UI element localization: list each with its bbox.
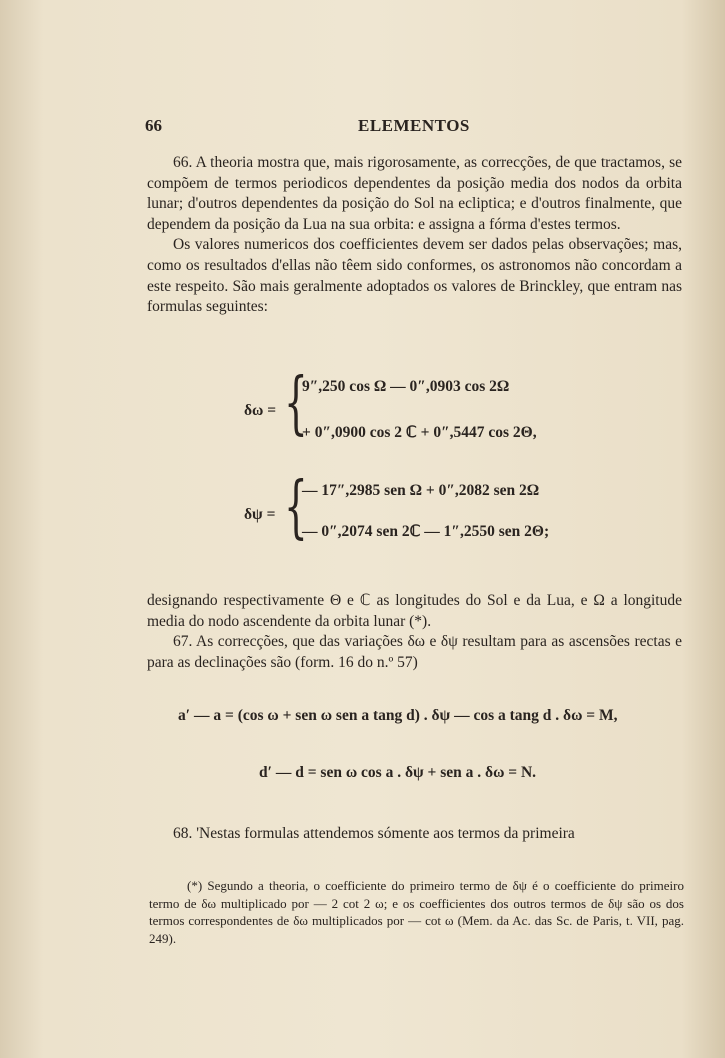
equation-delta-omega xyxy=(244,364,664,448)
page-header xyxy=(145,116,683,140)
paragraph-block-1 xyxy=(147,153,682,318)
equation-line: — 17″,2985 sen Ω + 0″,2082 sen 2Ω xyxy=(302,482,540,499)
paragraph-67: 67. As correcções, que das variações δω e δψ resultam para as ascensões rectas e para as declinações são (form. 16 do n.º 57) xyxy=(147,633,682,671)
paragraph-66-continued: Os valores numericos dos coefficientes devem ser dados pelas observações; mas, como os resultados d'ellas não têem sido conformes, os astronomos não concordam a este respeito. São mais geralmente adoptados os valores de Brinckley, que entram nas formulas seguintes: xyxy=(147,236,682,316)
equation-lhs: δψ = xyxy=(244,506,276,523)
paragraph-66: 66. A theoria mostra que, mais rigorosamente, as correcções, de que tractamos, se compõem de termos periodicos dependentes da posição media dos nodos da orbita lunar; d'outros dependentes da posição do Sol na ecliptica; e d'outros finalmente, que dependem da posição da Lua na sua orbita: e assigna a fórma d'estes termos. xyxy=(147,154,682,233)
footnote xyxy=(149,877,684,947)
equation-alpha: a′ — a = (cos ω + sen ω sen a tang d) . δψ — cos a tang d . δω = M, xyxy=(178,707,618,724)
paragraph-designando: designando respectivamente Θ e ℂ as longitudes do Sol e da Lua, e Ω a longitude media do nodo ascendente da orbita lunar (*). xyxy=(147,592,682,630)
left-brace-icon: { xyxy=(284,468,308,547)
equation-declination: d′ — d = sen ω cos a . δψ + sen a . δω = N. xyxy=(259,764,537,781)
paragraph-68: 68. 'Nestas formulas attendemos sómente aos termos da primeira xyxy=(173,825,575,842)
equation-line: 9″,250 cos Ω — 0″,0903 cos 2Ω xyxy=(302,378,510,395)
equation-line: — 0″,2074 sen 2ℂ — 1″,2550 sen 2Θ; xyxy=(302,523,550,540)
paragraph-block-3 xyxy=(147,824,682,845)
equation-line: + 0″,0900 cos 2 ℂ + 0″,5447 cos 2Θ, xyxy=(302,424,537,441)
equation-delta-psi xyxy=(244,468,664,552)
equation-lhs: δω = xyxy=(244,402,277,419)
left-brace-icon: { xyxy=(284,364,308,443)
footnote-text: (*) Segundo a theoria, o coefficiente do primeiro termo de δψ é o coefficiente do primeiro termo de δω multiplicado por — 2 cot 2 ω; e os coefficientes dos outros termos de δψ são os dos termos correspondentes de δω multiplicados por — cot ω (Mem. da Ac. das Sc. de Paris, t. VII, pag. 249). xyxy=(149,878,684,946)
paragraph-block-2 xyxy=(147,591,682,673)
page-number: 66 xyxy=(145,116,162,135)
running-title: ELEMENTOS xyxy=(358,116,470,135)
